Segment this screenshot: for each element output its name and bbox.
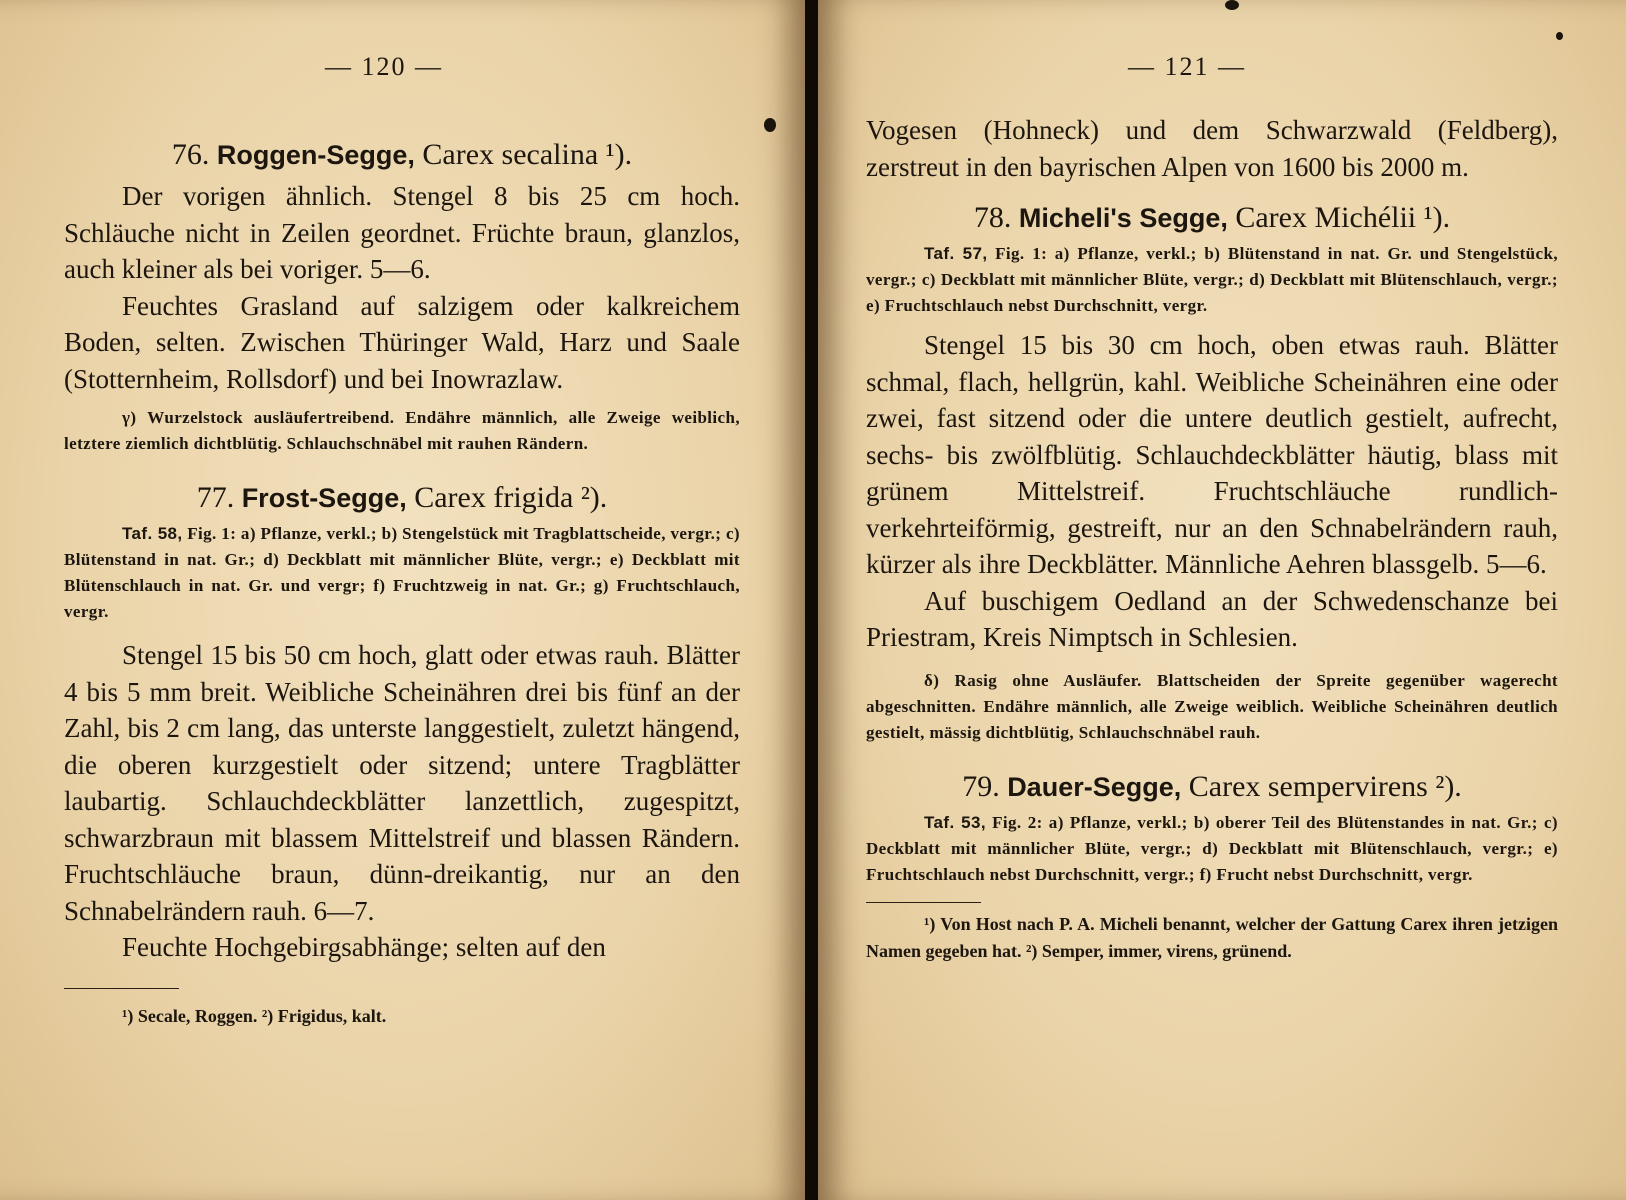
note-paragraph: δ) Rasig ohne Ausläufer. Blattscheiden der Spreite gegenüber wagerecht abgeschnitten. Endähre männlich, alle Zweige weiblich. Weibliche Scheinähren deutlich gestielt, mässig dichtblütig, Schlauchschnäbel rauh. (866, 670, 1558, 742)
figure-list: Fig. 2: a) Pflanze, verkl.; b) oberer Teil des Blütenstandes in nat. Gr.; c) Deckblatt mit männlicher Blüte, vergr.; d) Deckblatt mit Blütenschlauch, vergr.; e) Fruchtschlauch nebst Durchschnitt, vergr.; f) Frucht nebst Durchschnitt, vergr. (866, 812, 1558, 884)
book-gutter (805, 0, 818, 1200)
habitat-paragraph: Auf buschigem Oedland an der Schwedenschanze bei Priestram, Kreis Nimptsch in Schlesien. (866, 585, 1558, 652)
species-number: 79. (962, 769, 1000, 803)
species-heading-78 (866, 201, 1558, 235)
species-number: 78. (973, 201, 1012, 234)
description-paragraph: Stengel 15 bis 30 cm hoch, oben etwas rauh. Blätter schmal, flach, hellgrün, kahl. Weibliche Scheinähren eine oder zwei, fast sitzend oder die untere deutlich gestielt, aufrecht, sechs- bis zwölfblütig. Schlauchdeckblätter häutig, blass mit grünem Mittelstreif. Fruchtschläuche rundlich-verkehrteiförmig, gestreift, nur an den Schnabelrändern rauh, kürzer als ihre Deckblätter. Männliche Aehren blassgelb. 5—6. (866, 330, 1558, 579)
habitat-paragraph: Feuchte Hochgebirgsabhänge; selten auf den (122, 932, 606, 962)
ink-spot (1225, 0, 1239, 10)
latin-name: Carex Michélii ¹). (1235, 201, 1451, 234)
latin-name: Carex frigida ²). (414, 481, 608, 514)
figure-list: Fig. 1: a) Pflanze, verkl.; b) Stengelstück mit Tragblattscheide, vergr.; c) Blütenstand in nat. Gr.; d) Deckblatt mit männlicher Blüte, vergr.; e) Deckblatt mit Blütenschlauch in nat. Gr. und vergr; f) Fruchtzweig in nat. Gr.; g) Fruchtschlauch, vergr. (64, 524, 740, 621)
latin-name: Carex secalina ¹). (422, 138, 633, 171)
plate-label: Taf. 58, (122, 524, 183, 543)
species-number: 76. (171, 138, 210, 171)
plate-label: Taf. 53, (924, 812, 986, 832)
german-name: Micheli's Segge, (1018, 203, 1228, 233)
species-heading-79 (866, 770, 1558, 804)
species-number: 77. (196, 481, 235, 514)
latin-name: Carex sempervirens ²). (1188, 769, 1462, 803)
figure-caption (866, 241, 1558, 319)
german-name: Frost-Segge, (241, 483, 407, 513)
right-page-content (866, 112, 1558, 965)
left-page (0, 0, 805, 1200)
page-number: — 120 — (325, 52, 443, 81)
right-page (818, 0, 1626, 1200)
plate-label: Taf. 57, (924, 244, 988, 263)
description-paragraph: Stengel 15 bis 50 cm hoch, glatt oder etwas rauh. Blätter 4 bis 5 mm breit. Weibliche Scheinähren drei bis fünf an der Zahl, bis 2 cm lang, das unterste langgestielt, zuletzt hängend, die oberen kurzgestielt oder sitzend; untere Tragblätter laubartig. Schlauchdeckblätter lanzettlich, zugespitzt, schwarzbraun mit blassem Mittelstreif und blassen Rändern. Fruchtschläuche braun, dünn-dreikantig, nur an den Schnabelrändern rauh. 6—7. (64, 640, 740, 926)
footnote: ¹) Von Host nach P. A. Micheli benannt, welcher der Gattung Carex ihren jetzigen Namen gegeben hat. ²) Semper, immer, virens, grünend. (866, 913, 1558, 961)
habitat-paragraph: Feuchtes Grasland auf salzigem oder kalkreichem Boden, selten. Zwischen Thüringer Wald, Harz und Saale (Stotternheim, Rollsdorf) und bei Inowrazlaw. (64, 290, 740, 394)
ink-spot (1556, 32, 1563, 40)
note-paragraph: γ) Wurzelstock ausläufertreibend. Endähre männlich, alle Zweige weiblich, letztere ziemlich dichtblütig. Schlauchschnäbel mit rauhen Rändern. (64, 408, 740, 453)
page-number: — 121 — (1128, 52, 1246, 81)
german-name: Roggen-Segge, (216, 140, 415, 170)
figure-caption (64, 521, 740, 625)
species-heading-77 (64, 481, 740, 515)
left-page-content (64, 138, 740, 1030)
footnote-rule (866, 902, 981, 903)
figure-caption (866, 810, 1558, 888)
ink-spot (764, 118, 776, 132)
species-heading-76 (64, 138, 740, 172)
figure-list: Fig. 1: a) Pflanze, verkl.; b) Blütenstand in nat. Gr. und Stengelstück, vergr.; c) Deckblatt mit männlicher Blüte, vergr.; d) Deckblatt mit Blütenschlauch, vergr.; e) Fruchtschlauch nebst Durchschnitt, vergr. (866, 244, 1558, 315)
continuation-paragraph: Vogesen (Hohneck) und dem Schwarzwald (Feldberg), zerstreut in den bayrischen Alpen von 1600 bis 2000 m. (866, 115, 1558, 182)
german-name: Dauer-Segge, (1007, 771, 1182, 802)
footnote: ¹) Secale, Roggen. ²) Frigidus, kalt. (122, 1005, 387, 1026)
footnote-rule (64, 988, 179, 989)
description-paragraph: Der vorigen ähnlich. Stengel 8 bis 25 cm hoch. Schläuche nicht in Zeilen geordnet. Früchte braun, glanzlos, auch kleiner als bei voriger. 5—6. (64, 181, 740, 284)
